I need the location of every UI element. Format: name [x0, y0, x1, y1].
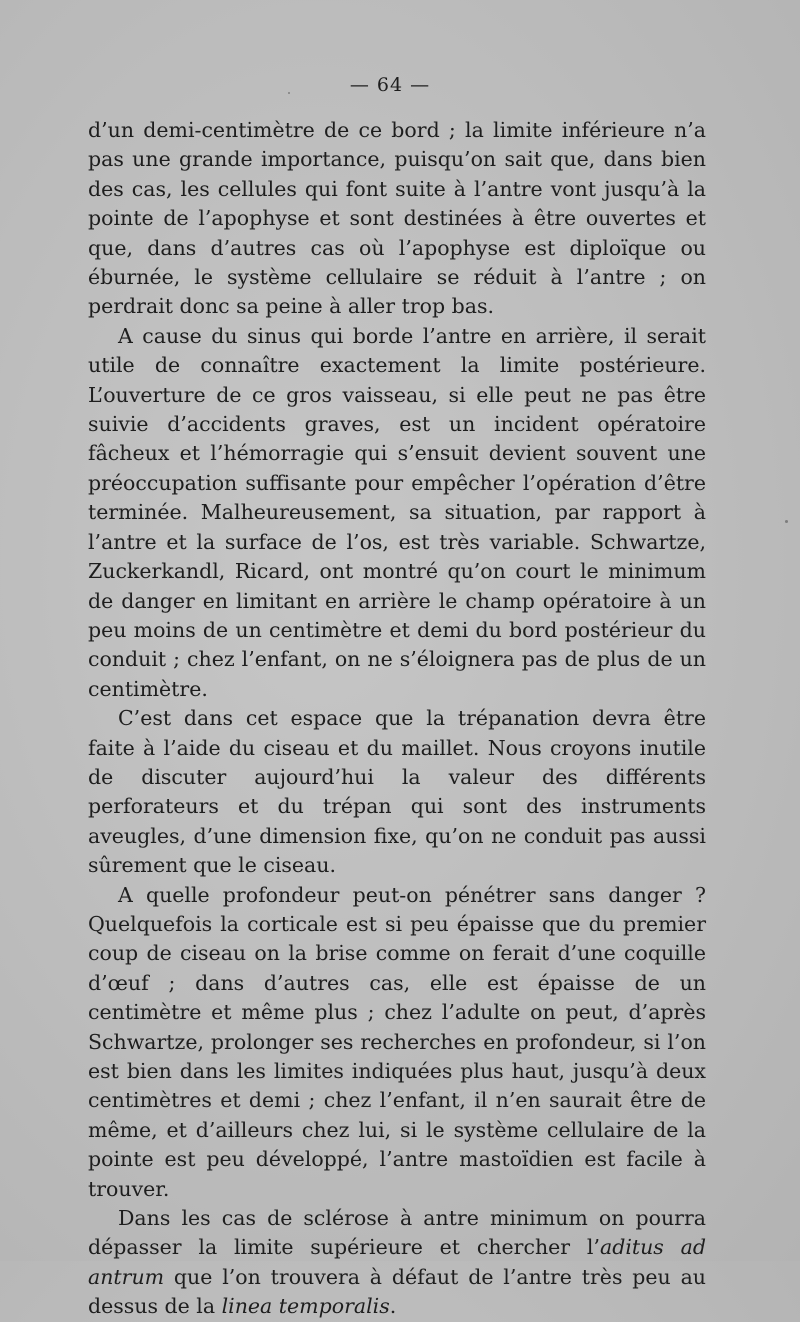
paragraph-5-text-3: .	[389, 1294, 397, 1319]
page-number: — 64 —	[349, 74, 431, 96]
paragraph-2: A cause du sinus qui borde l’antre en arrière, il serait utile de connaître exactement la limite postérieure. L’ouverture de ce gros vaisseau, si elle peut ne pas être suivie d’accidents graves, est un incident opératoire fâcheux et l’hémorragie qui s’ensuit devient souvent une préoccupation suffisante pour empêcher l’opération d’être terminée. Malheureusement, sa situation, par rapport à l’antre et la surface de l’os, est très variable. Schwartze, Zuckerkandl, Ricard, ont montré qu’on court le minimum de danger en limitant en arrière le champ opératoire à un peu moins de un centimètre et demi du bord postérieur du conduit ; chez l’enfant, on ne s’éloignera pas de plus de un centimètre.	[88, 323, 706, 701]
page-speck	[288, 92, 290, 94]
paragraph-3: C’est dans cet espace que la trépanation devra être faite à l’aide du ciseau et du maillet. Nous croyons inutile de discuter aujourd’hui la valeur des différents perforateurs et du trépan qui sont des instruments aveugles, d’une dimension fixe, qu’on ne conduit pas aussi sûrement que le ciseau.	[88, 706, 706, 878]
paragraph-1: d’un demi-centimètre de ce bord ; la limite inférieure n’a pas une grande importance, puisqu’on sait que, dans bien des cas, les cellules qui font suite à l’antre vont jusqu’à la pointe de l’apophyse et sont destinées à être ouvertes et que, dans d’autres cas où l’apophyse est diploïque ou éburnée, le système cellulaire se réduit à l’antre ; on perdrait donc sa peine à aller trop bas.	[88, 118, 706, 319]
paragraph-5	[88, 1204, 706, 1322]
paragraph-5-text-1: Dans les cas de sclérose à antre minimum on pourra dépasser la limite supérieure et chercher l’	[88, 1206, 706, 1260]
italic-aditus-ad-antrum: aditus ad antrum	[88, 1235, 706, 1289]
paragraph-4: A quelle profondeur peut-on pénétrer sans danger ? Quelquefois la corticale est si peu épaisse que du premier coup de ciseau on la brise comme on ferait d’une coquille d’œuf ; dans d’autres cas, elle est épaisse de un centimètre et même plus ; chez l’adulte on peut, d’après Schwartze, prolonger ses recherches en profondeur, si l’on est bien dans les limites indiquées plus haut, jusqu’à deux centimètres et demi ; chez l’enfant, il n’en saurait être de même, et d’ailleurs chez lui, si le système cellulaire de la pointe est peu développé, l’antre mastoïdien est facile à trouver.	[88, 882, 706, 1201]
paragraph-5-text-2: que l’on trouvera à défaut de l’antre très peu au dessus de la	[88, 1264, 706, 1319]
page-speck	[785, 520, 788, 523]
body-text	[88, 116, 706, 1322]
italic-linea-temporalis: linea temporalis	[221, 1294, 390, 1319]
